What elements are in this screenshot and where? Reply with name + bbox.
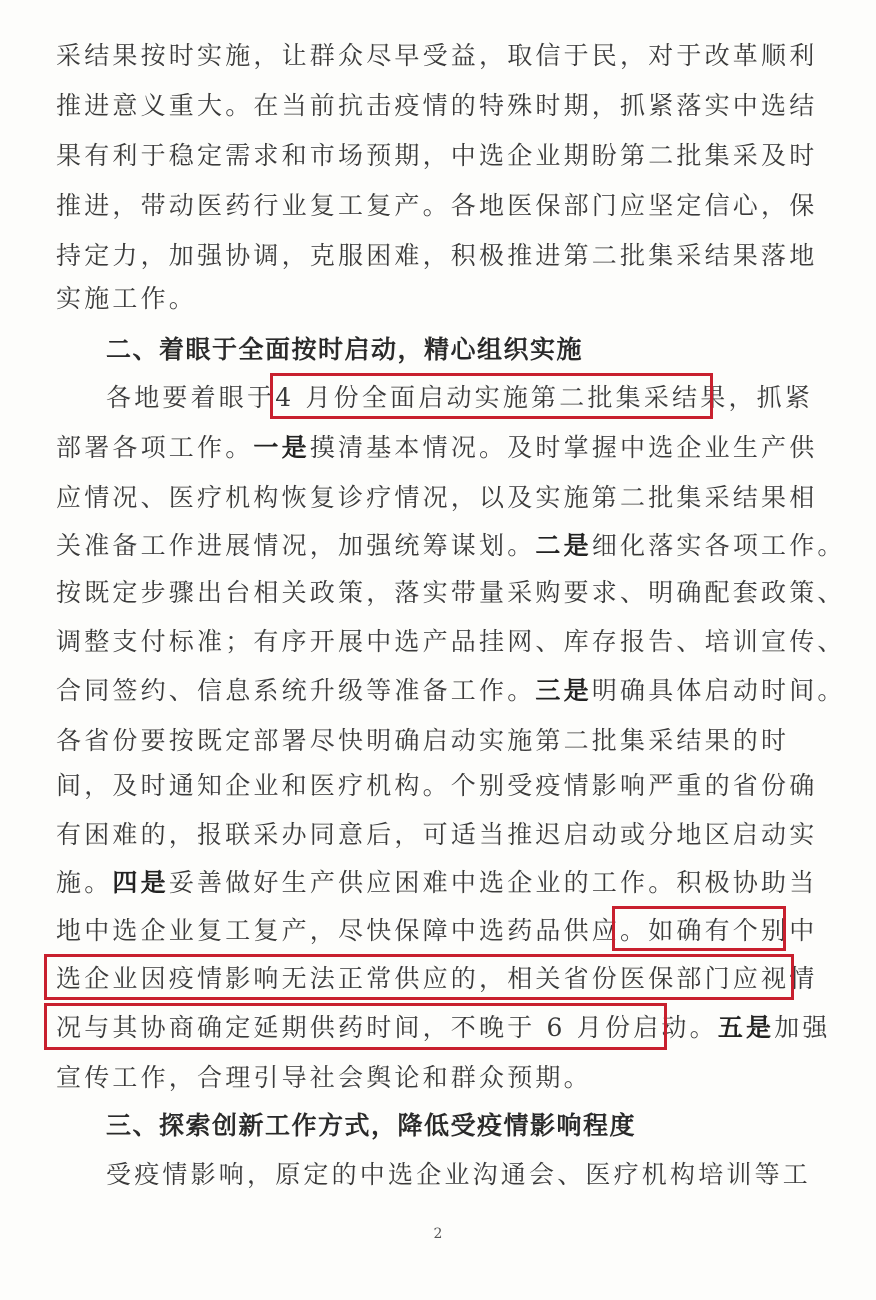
paragraph-line: 推进意义重大。在当前抗击疫情的特殊时期，抓紧落实中选结 [56, 91, 818, 120]
paragraph-line: 合同签约、信息系统升级等准备工作。三是明确具体启动时间。 [56, 676, 846, 705]
paragraph-line: 调整支付标准；有序开展中选产品挂网、库存报告、培训宣传、 [56, 627, 846, 656]
paragraph-line: 按既定步骤出台相关政策，落实带量采购要求、明确配套政策、 [56, 578, 846, 607]
paragraph-line: 况与其协商确定延期供药时间，不晚于 6 月份启动。五是加强 [56, 1013, 831, 1042]
paragraph-line: 推进，带动医药行业复工复产。各地医保部门应坚定信心，保 [56, 191, 818, 220]
paragraph-line: 关准备工作进展情况，加强统筹谋划。二是细化落实各项工作。 [56, 531, 846, 560]
paragraph-line: 各省份要按既定部署尽快明确启动实施第二批集采结果的时 [56, 726, 790, 755]
paragraph-line: 部署各项工作。一是摸清基本情况。及时掌握中选企业生产供 [56, 433, 818, 462]
highlight-box-line2 [44, 954, 818, 1000]
paragraph-line: 施。四是妥善做好生产供应困难中选企业的工作。积极协助当 [56, 868, 818, 897]
paragraph-line: 受疫情影响，原定的中选企业沟通会、医疗机构培训等工 [106, 1160, 812, 1189]
paragraph-line: 实施工作。 [56, 284, 198, 313]
paragraph-line: 有困难的，报联采办同意后，可适当推迟启动或分地区启动实 [56, 820, 818, 849]
page-number: 2 [433, 1226, 443, 1242]
paragraph-line: 间，及时通知企业和医疗机构。个别受疫情影响严重的省份确 [56, 771, 818, 800]
section-heading-2: 二、着眼于全面按时启动，精心组织实施 [106, 335, 584, 364]
paragraph-line: 地中选企业复工复产，尽快保障中选药品供应。如确有个别中 [56, 916, 818, 945]
paragraph-line: 应情况、医疗机构恢复诊疗情况，以及实施第二批集采结果相 [56, 483, 818, 512]
highlight-box-line3 [44, 1003, 667, 1050]
paragraph-line: 选企业因疫情影响无法正常供应的，相关省份医保部门应视情 [56, 964, 818, 993]
paragraph-line: 宣传工作，合理引导社会舆论和群众预期。 [56, 1063, 592, 1092]
highlighted-phrase: 4 月份全面启动实施第二批集采结果 [275, 383, 729, 412]
paragraph-line: 果有利于稳定需求和市场预期，中选企业期盼第二批集采及时 [56, 141, 818, 170]
paragraph-line: 持定力，加强协调，克服困难，积极推进第二批集采结果落地 [56, 241, 818, 270]
highlight-box-line1 [612, 906, 786, 951]
highlight-box-april-start [270, 373, 713, 419]
paragraph-line: 采结果按时实施，让群众尽早受益，取信于民，对于改革顺利 [56, 41, 818, 70]
paragraph-line: 各地要着眼于4 月份全面启动实施第二批集采结果，抓紧 [106, 383, 814, 412]
section-heading-3: 三、探索创新工作方式，降低受疫情影响程度 [106, 1111, 637, 1140]
